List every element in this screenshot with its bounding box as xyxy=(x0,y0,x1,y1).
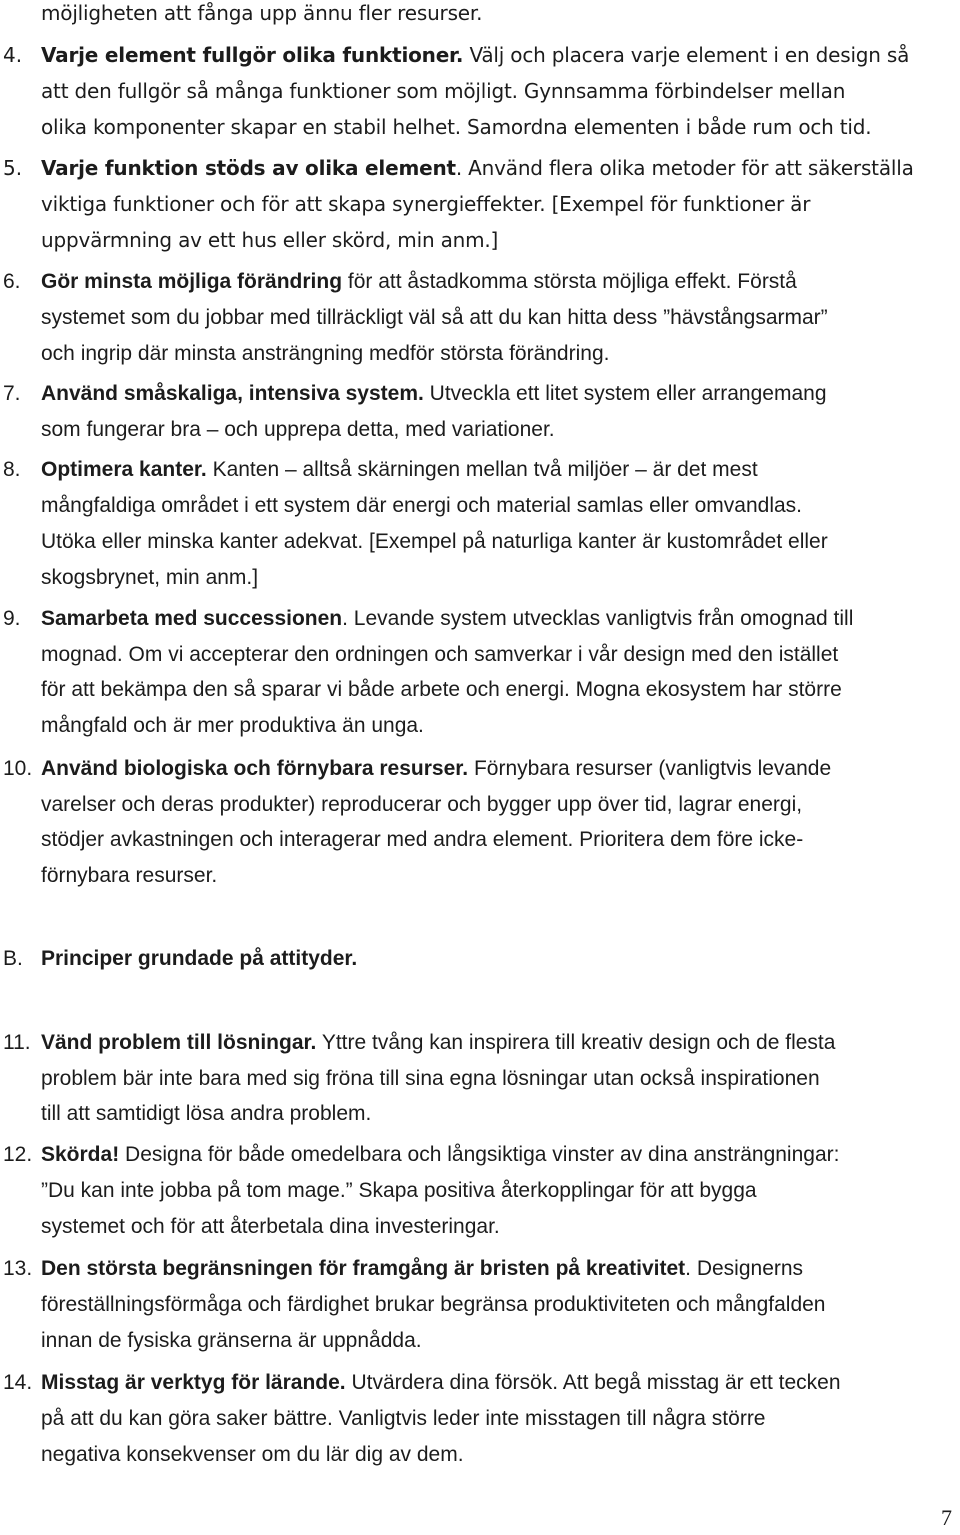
text-line xyxy=(41,1030,835,1056)
body-text: Designa för både omedelbara och långsiktiga vinster av dina ansträngningar: xyxy=(119,1143,840,1166)
item-number: 4. xyxy=(3,43,23,67)
text-line xyxy=(41,42,909,68)
body-text: . Levande system utvecklas vanligtvis från omognad till xyxy=(342,607,854,630)
text-line xyxy=(41,78,845,104)
text-line xyxy=(41,827,803,853)
body-text: varelser och deras produkter) reproducerar och bygger upp över tid, lagrar energi, xyxy=(41,792,803,816)
text-line xyxy=(41,1442,464,1468)
text-line xyxy=(41,1256,803,1282)
text-line xyxy=(41,305,828,331)
body-text: Välj och placera varje element i en design så xyxy=(463,43,910,67)
principle-heading: Vänd problem till lösningar. xyxy=(41,1031,317,1054)
text-line xyxy=(41,155,914,181)
text-line xyxy=(41,565,258,591)
principle-heading: Misstag är verktyg för lärande. xyxy=(41,1371,346,1394)
body-text: till att samtidigt lösa andra problem. xyxy=(41,1102,372,1125)
text-line xyxy=(41,529,828,555)
body-text: problem bär inte bara med sig fröna till sina egna lösningar utan också inspirationen xyxy=(41,1066,820,1090)
text-line xyxy=(41,863,217,889)
body-text: viktiga funktioner och för att skapa synergieffekter. [Exempel för funktioner är xyxy=(41,192,811,216)
text-line xyxy=(41,756,831,782)
text-line xyxy=(41,606,853,632)
text-line xyxy=(41,191,810,217)
text-line xyxy=(41,713,424,739)
body-text: systemet som du jobbar med tillräckligt väl så att du kan hitta dess ”hävstångsarmar” xyxy=(41,306,828,329)
body-text: olika komponenter skapar en stabil helhet. Samordna elementen i både rum och tid. xyxy=(41,115,872,139)
body-text: mångfaldiga området i ett system där energi och material samlas eller omvandlas. xyxy=(41,494,803,517)
body-text: . Använd flera olika metoder för att säkerställa xyxy=(455,156,914,180)
body-text: förnybara resurser. xyxy=(41,863,218,887)
page-number: 7 xyxy=(941,1505,952,1530)
body-text: Utvärdera dina försök. Att begå misstag är ett tecken xyxy=(345,1371,841,1394)
text-line xyxy=(41,677,842,703)
body-text: för att bekämpa den så sparar vi både arbete och energi. Mogna ekosystem har större xyxy=(41,678,842,701)
item-number: 14. xyxy=(3,1371,33,1394)
text-line xyxy=(41,0,482,26)
text-line xyxy=(41,642,838,668)
text-line xyxy=(41,1370,841,1396)
body-text: Förnybara resurser (vanligtvis levande xyxy=(468,757,832,780)
body-text: Yttre tvång kan inspirera till kreativ design och de flesta xyxy=(316,1031,836,1054)
body-text: mognad. Om vi accepterar den ordningen och samverkar i vår design med den istället xyxy=(41,642,839,666)
body-text: systemet och för att återbetala dina investeringar. xyxy=(41,1215,500,1238)
principle-heading: Använd småskaliga, intensiva system. xyxy=(41,382,424,405)
principle-heading: Varje element fullgör olika funktioner. xyxy=(41,43,464,67)
principle-heading: Gör minsta möjliga förändring xyxy=(41,270,343,293)
item-number: 10. xyxy=(3,757,33,780)
text-line xyxy=(41,493,802,519)
text-line xyxy=(41,269,797,295)
text-line xyxy=(41,381,827,407)
item-number: 7. xyxy=(3,382,21,405)
principle-heading: Den största begränsningen för framgång är bristen på kreativitet xyxy=(41,1257,686,1280)
item-number: 12. xyxy=(3,1143,33,1166)
text-line xyxy=(41,341,609,367)
text-line xyxy=(41,1214,500,1240)
body-text: möjligheten att fånga upp ännu fler resurser. xyxy=(41,1,483,25)
text-line xyxy=(41,792,802,818)
body-text: och ingrip där minsta ansträngning medför största förändring. xyxy=(41,342,610,365)
body-text: stödjer avkastningen och interagerar med andra element. Prioritera dem före icke- xyxy=(41,828,804,851)
body-text: mångfald och är mer produktiva än unga. xyxy=(41,713,424,737)
body-text: innan de fysiska gränserna är uppnådda. xyxy=(41,1329,422,1352)
item-number: 11. xyxy=(3,1031,31,1054)
body-text: föreställningsförmåga och färdighet brukar begränsa produktiviteten och mångfalden xyxy=(41,1293,826,1316)
text-line xyxy=(41,417,555,443)
text-line xyxy=(41,1406,766,1432)
item-number: 8. xyxy=(3,458,21,481)
text-line xyxy=(41,1142,839,1168)
body-text: för att åstadkomma största möjliga effekt. Förstå xyxy=(342,270,797,293)
text-line xyxy=(41,1292,825,1318)
body-text: Utveckla ett litet system eller arrangemang xyxy=(423,382,827,405)
text-line xyxy=(41,1101,371,1127)
principle-heading: Principer grundade på attityder. xyxy=(41,947,358,970)
text-line xyxy=(41,227,498,253)
text-line xyxy=(41,1178,757,1204)
item-number: B. xyxy=(3,947,23,970)
text-line xyxy=(41,1328,422,1354)
body-text: på att du kan göra saker bättre. Vanligtvis leder inte misstagen till några större xyxy=(41,1407,766,1430)
principle-heading: Samarbeta med successionen xyxy=(41,607,343,630)
item-number: 13. xyxy=(3,1257,33,1280)
body-text: uppvärmning av ett hus eller skörd, min anm.] xyxy=(41,228,499,252)
text-line xyxy=(41,946,357,972)
item-number: 6. xyxy=(3,270,21,293)
item-number: 9. xyxy=(3,607,21,630)
body-text: ”Du kan inte jobba på tom mage.” Skapa positiva återkopplingar för att bygga xyxy=(41,1179,757,1202)
principle-heading: Optimera kanter. xyxy=(41,458,207,481)
item-number: 5. xyxy=(3,156,23,180)
body-text: skogsbrynet, min anm.] xyxy=(41,566,259,589)
body-text: som fungerar bra – och upprepa detta, med variationer. xyxy=(41,418,555,441)
body-text: att den fullgör så många funktioner som möjligt. Gynnsamma förbindelser mellan xyxy=(41,79,846,103)
principle-heading: Använd biologiska och förnybara resurser. xyxy=(41,757,469,780)
text-line xyxy=(41,1066,820,1092)
body-text: . Designerns xyxy=(685,1257,804,1280)
principle-heading: Varje funktion stöds av olika element xyxy=(41,156,456,180)
body-text: Utöka eller minska kanter adekvat. [Exempel på naturliga kanter är kustområdet eller xyxy=(41,530,828,553)
principle-heading: Skörda! xyxy=(41,1143,120,1166)
body-text: negativa konsekvenser om du lär dig av dem. xyxy=(41,1443,464,1466)
text-line xyxy=(41,457,758,483)
body-text: Kanten – alltså skärningen mellan två miljöer – är det mest xyxy=(206,458,758,481)
text-line xyxy=(41,114,871,140)
